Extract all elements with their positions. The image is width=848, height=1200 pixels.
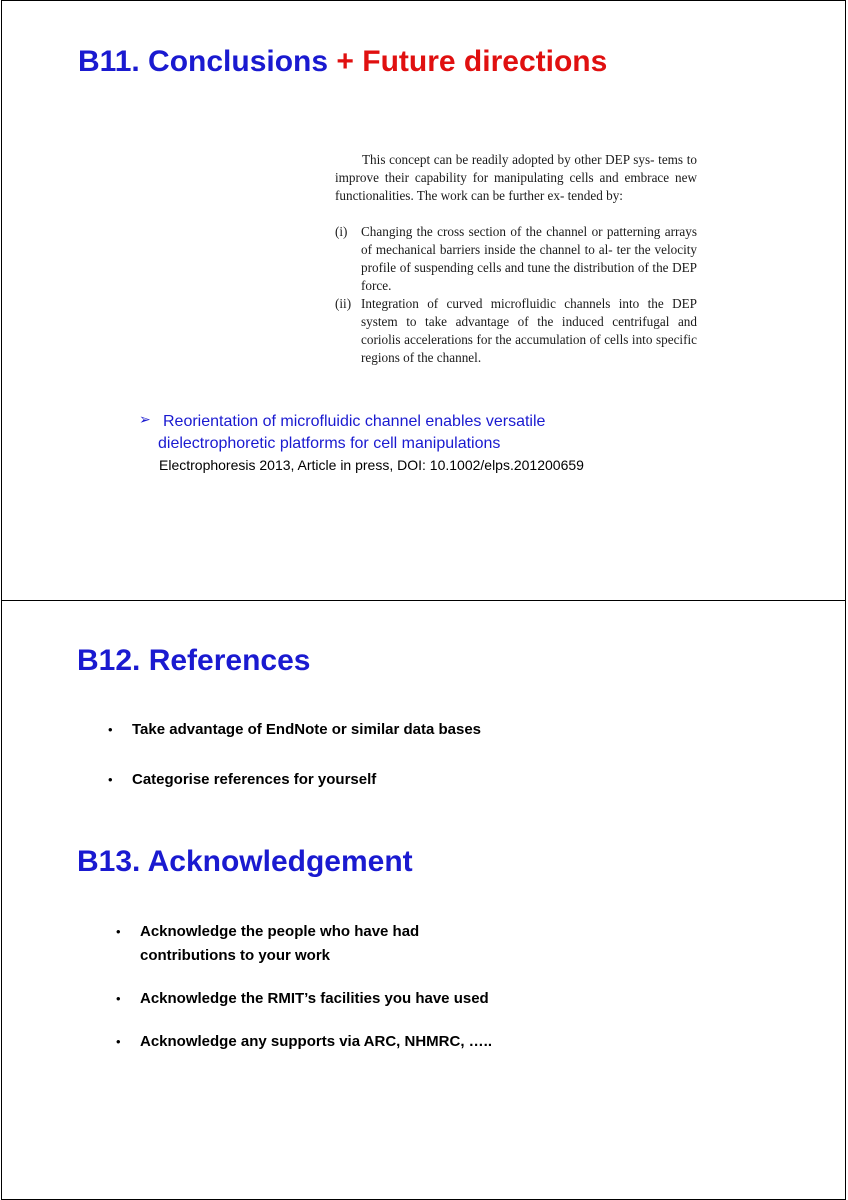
slide-title [78,47,607,77]
list-item: • Categorise references for yourself [108,768,481,792]
bullet-dot-icon: • [116,924,121,939]
references-title: B12. References [77,644,311,677]
bullet-dot-icon: • [116,991,121,1006]
list-item: • Take advantage of EndNote or similar data bases [108,718,481,742]
slide-conclusions [1,0,846,601]
bullet-dot-icon: • [116,1034,121,1049]
references-bullet-list [108,718,481,792]
excerpt-item-text: Integration of curved microfluidic channels into the DEP system to take advantage of the induced centrifugal and coriolis accelerations for the accumulation of cells into specific regions of the channel. [361,296,697,365]
acknowledgement-title: B13. Acknowledgement [77,845,413,878]
paper-title [158,411,602,455]
acknowledgement-bullet-list [116,920,492,1054]
excerpt-item-number: (i) [335,224,348,239]
slide-references-acknowledgement [1,600,846,1200]
title-conclusions: B11. Conclusions [78,45,337,78]
excerpt-item-2 [335,295,697,367]
list-item: • Acknowledge any supports via ARC, NHMRC, ….. [116,1030,492,1054]
excerpt-item-number: (ii) [335,296,352,311]
list-item: • Acknowledge the RMIT’s facilities you have used [116,987,492,1011]
excerpt-item-text: Changing the cross section of the channel or patterning arrays of mechanical barriers inside the channel to al- ter the velocity profile of suspending cells and tune the distribution of the DEP force. [361,224,697,293]
arrow-bullet-icon: ➢ [139,411,151,427]
excerpt-item-1 [335,223,697,295]
paper-citation: Electrophoresis 2013, Article in press, DOI: 10.1002/elps.201200659 [159,457,584,473]
paper-excerpt [335,151,697,367]
title-future-directions: + Future directions [336,45,608,78]
paper-title-line-1: Reorientation of microfluidic channel enables versatile [163,413,546,430]
bullet-dot-icon: • [108,772,113,787]
bullet-dot-icon: • [108,722,113,737]
paper-title-line-2: dielectrophoretic platforms for cell manipulations [158,435,501,452]
excerpt-paragraph: This concept can be readily adopted by other DEP sys- tems to improve their capability for manipulating cells and embrace new functionalities. The work can be further ex- tended by: [335,152,697,203]
list-item: • Acknowledge the people who have had contributions to your work [116,920,440,968]
